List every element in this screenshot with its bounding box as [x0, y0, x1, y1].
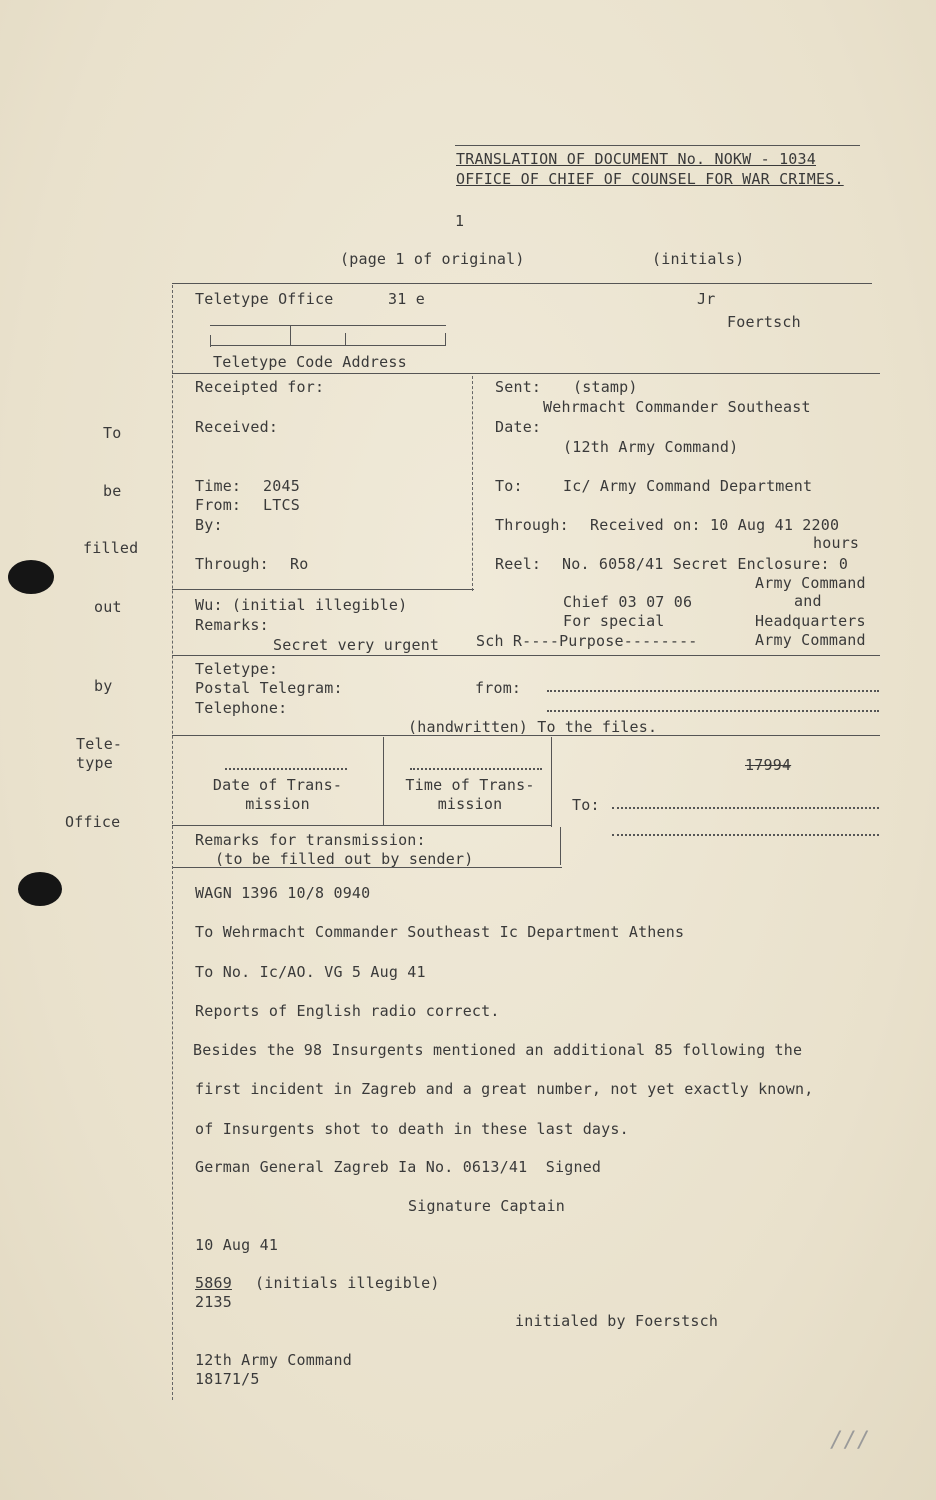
telephone-label: Telephone: [195, 699, 288, 717]
to-value: Ic/ Army Command Department [563, 477, 813, 495]
from-dotted-field [547, 690, 879, 692]
from-label-trans: from: [475, 679, 522, 697]
wehrmacht-commander: Wehrmacht Commander Southeast [543, 398, 811, 416]
page-number: 1 [455, 212, 465, 230]
army-12-note: (12th Army Command) [563, 438, 739, 456]
number-5869: 5869 [195, 1274, 232, 1292]
date-of-trans-label: Date of Trans- [212, 776, 343, 794]
margin-word: be [103, 482, 122, 500]
column-divider [472, 376, 473, 591]
sch-purpose: Sch R----Purpose-------- [476, 632, 698, 650]
by-label: By: [195, 516, 223, 534]
margin-word: out [94, 598, 122, 616]
margin-word: by [94, 677, 113, 695]
margin-word: Tele- [76, 735, 123, 753]
margin-word: type [76, 754, 113, 772]
message-line: To Wehrmacht Commander Southeast Ic Department Athens [195, 923, 685, 941]
margin-word: Office [65, 813, 121, 831]
header-top-rule [455, 145, 860, 146]
message-line: To No. Ic/AO. VG 5 Aug 41 [195, 963, 426, 981]
code-box-bottom [210, 345, 446, 346]
wu-line: Wu: (initial illegible) [195, 596, 408, 614]
remarks-label: Remarks: [195, 616, 269, 634]
signature-line: Signature Captain [408, 1197, 565, 1215]
army-command-note-2: Army Command [755, 631, 866, 649]
postal-telegram-label: Postal Telegram: [195, 679, 343, 697]
teletype-code-address-label: Teletype Code Address [213, 353, 407, 371]
to-dotted-field [612, 807, 879, 809]
from-label: From: [195, 496, 242, 514]
date-dotted-field [225, 768, 347, 770]
date-label: Date: [495, 418, 542, 436]
punch-hole-mark [8, 560, 54, 594]
left-col-rule [172, 589, 474, 590]
time-of-trans-label: Time of Trans- [405, 776, 535, 794]
margin-word: To [103, 424, 122, 442]
teletype-label: Teletype: [195, 660, 279, 678]
code-box-top [210, 325, 446, 326]
remarks-transmission-note: (to be filled out by sender) [215, 850, 474, 868]
form-rule [172, 825, 552, 826]
chief-note: Chief 03 07 06 [563, 593, 693, 611]
initialed-by: initialed by Foerstsch [515, 1312, 719, 1330]
cell-divider [560, 827, 561, 865]
army-command-note: Army Command [755, 574, 866, 592]
reel-label: Reel: [495, 555, 542, 573]
teletype-office-label: Teletype Office [195, 290, 334, 308]
for-special-note: For special [563, 612, 665, 630]
file-number: 18171/5 [195, 1370, 260, 1388]
number-2135: 2135 [195, 1293, 232, 1311]
reel-number: No. 6058/41 Secret Enclosure: 0 [562, 555, 849, 573]
form-top-rule [172, 283, 872, 284]
sent-label: Sent: [495, 378, 542, 396]
message-line: Besides the 98 Insurgents mentioned an additional 85 following the [193, 1041, 803, 1059]
header-title-line1: TRANSLATION OF DOCUMENT No. NOKW - 1034 [456, 150, 816, 168]
hours-note: hours [813, 534, 860, 552]
through-label-right: Through: [495, 516, 569, 534]
initials-illegible: (initials illegible) [255, 1274, 440, 1292]
time-dotted-field [410, 768, 542, 770]
message-line: first incident in Zagreb and a great number, not yet exactly known, [195, 1080, 814, 1098]
handwritten-note: (handwritten) To the files. [408, 718, 658, 736]
received-on: Received on: 10 Aug 41 2200 [590, 516, 840, 534]
initials-note: (initials) [652, 250, 745, 268]
form-rule [172, 867, 562, 868]
from-dotted-field [547, 710, 879, 712]
form-rule [172, 735, 880, 736]
secret-very-urgent: Secret very urgent [273, 636, 440, 654]
from-value: LTCS [263, 496, 300, 514]
jr-note: Jr [697, 290, 716, 308]
code-box-tick [290, 325, 291, 345]
to-dotted-field [612, 834, 879, 836]
to-label-trans: To: [572, 796, 600, 814]
remarks-transmission-label: Remarks for transmission: [195, 831, 426, 849]
form-left-border [172, 285, 173, 1400]
message-line: Reports of English radio correct. [195, 1002, 500, 1020]
page-note: (page 1 of original) [340, 250, 525, 268]
cell-divider [551, 737, 552, 827]
header-title-line2: OFFICE OF CHIEF OF COUNSEL FOR WAR CRIMES. [456, 170, 844, 188]
receipted-for-label: Receipted for: [195, 378, 325, 396]
stamp-note: (stamp) [573, 378, 638, 396]
code-box-tick [210, 335, 211, 347]
form-rule [172, 655, 880, 656]
through-value: Ro [290, 555, 309, 573]
pencil-mark: /// [830, 1428, 871, 1453]
time-value: 2045 [263, 477, 300, 495]
through-label: Through: [195, 555, 269, 573]
date-of-trans-label-2: mission [245, 795, 310, 813]
office-number: 31 e [388, 290, 425, 308]
army-command-footer: 12th Army Command [195, 1351, 352, 1369]
time-label: Time: [195, 477, 242, 495]
message-line: German General Zagreb Ia No. 0613/41 Signed [195, 1158, 602, 1176]
received-label: Received: [195, 418, 279, 436]
to-label: To: [495, 477, 523, 495]
foertsch-note: Foertsch [727, 313, 801, 331]
date-line: 10 Aug 41 [195, 1236, 279, 1254]
form-rule [172, 373, 880, 374]
and-note: and [794, 592, 822, 610]
headquarters-note: Headquarters [755, 612, 866, 630]
message-number: 17994 [745, 756, 792, 774]
message-line: WAGN 1396 10/8 0940 [195, 884, 371, 902]
punch-hole-mark [18, 872, 62, 906]
time-of-trans-label-2: mission [437, 795, 503, 813]
margin-word: filled [83, 539, 139, 557]
message-line: of Insurgents shot to death in these last days. [195, 1120, 629, 1138]
code-box-tick [345, 333, 346, 345]
cell-divider [383, 737, 384, 825]
code-box-tick [445, 333, 446, 345]
